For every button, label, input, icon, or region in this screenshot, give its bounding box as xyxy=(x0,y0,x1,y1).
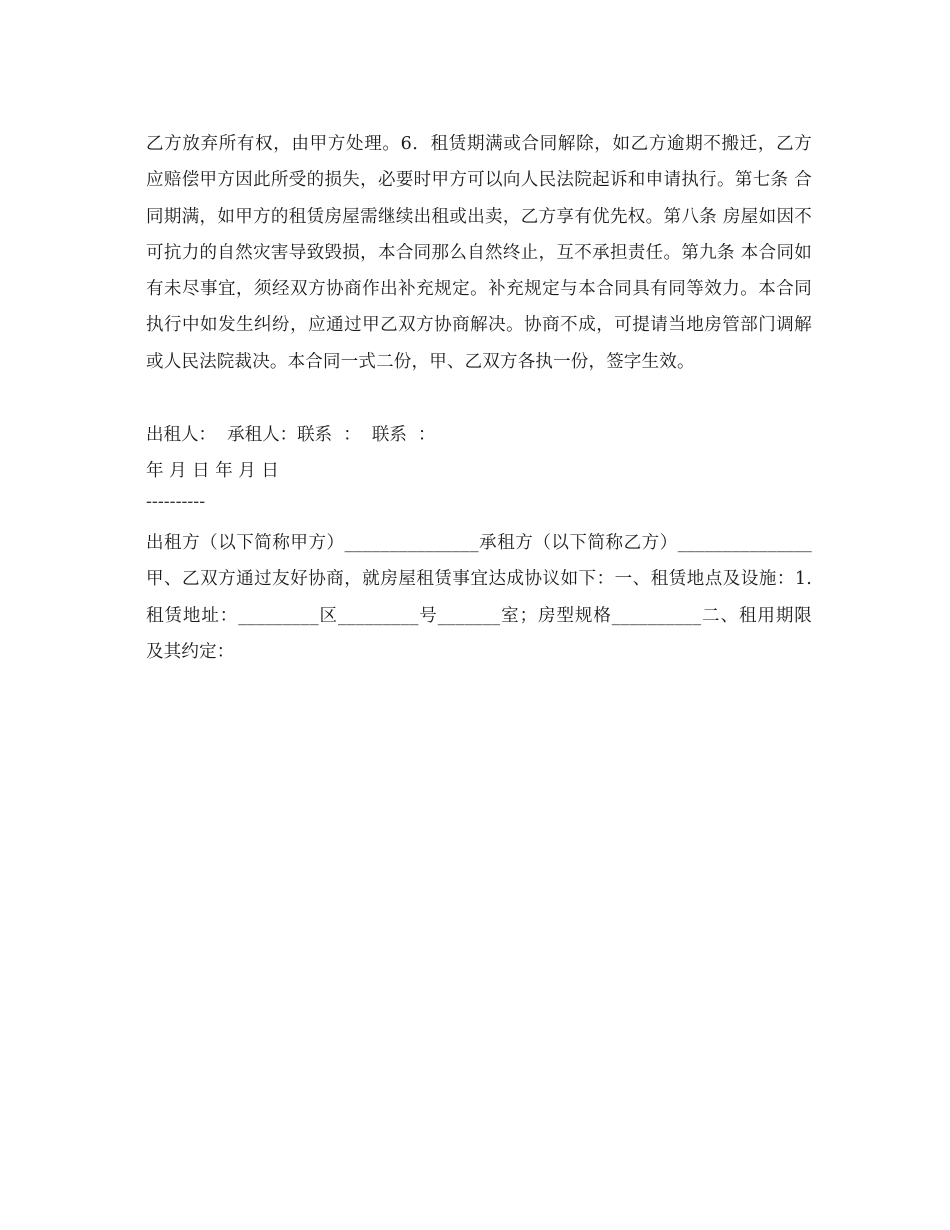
date-line: 年 月 日 年 月 日 xyxy=(146,461,279,481)
contract-clauses-paragraph: 乙方放弃所有权，由甲方处理。6．租赁期满或合同解除，如乙方逾期不搬迁，乙方应赔偿甲方因此所受的损失，必要时甲方可以向人民法院起诉和申请执行。第七条 合同期满，如甲方的租赁房屋需继续出租或出卖，乙方享有优先权。第八条 房屋如因不可抗力的自然灾害导致毁损，本合同那么自然终止，互不承担责任。第九条 本合同如有未尽事宜，须经双方协商作出补充规定。补充规定与本合同具有同等效力。本合同执行中如发生纠纷，应通过甲乙双方协商解决。协商不成，可提请当地房管部门调解或人民法院裁决。本合同一式二份，甲、乙双方各执一份，签字生效。 xyxy=(146,134,812,372)
signature-line: 出租人： 承租人：联系 ： 联系 ： xyxy=(146,425,436,445)
section-separator: ---------- xyxy=(146,492,206,512)
lease-agreement-intro-paragraph: 出租方（以下简称甲方）_______________承租方（以下简称乙方）_______________甲、乙双方通过友好协商，就房屋租赁事宜达成协议如下：一、租赁地点及设施：1.租赁地址：_________区_________号_______室；房型规格__________二、租用期限及其约定： xyxy=(146,533,812,662)
